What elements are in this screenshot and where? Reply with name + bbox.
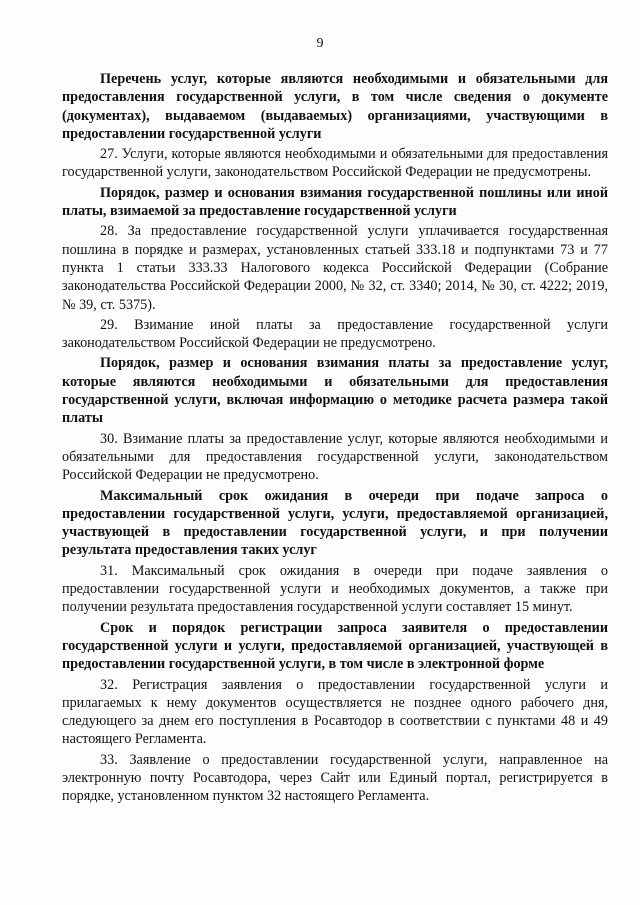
paragraph-28: 28. За предоставление государственной услуги уплачивается государственная пошлина в порядке и размерах, установленных статьей 333.18 и подпунктами 73 и 77 пункта 1 статьи 333.33 Налогового кодекса Российской Федерации (Собрание законодательства Российской Федерации 2000, № 32, ст. 3340; 2014, № 30, ст. 4222; 2019, № 39, ст. 5375). (62, 223, 608, 313)
section-heading-state-fee: Порядок, размер и основания взимания государственной пошлины или иной платы, взимаемой за предоставление государственной услуги (62, 184, 608, 220)
paragraph-32: 32. Регистрация заявления о предоставлении государственной услуги и прилагаемых к нему документов осуществляется не позднее одного рабочего дня, следующего за днем его поступления в Росавтодор в соответствии с пунктами 48 и 49 настоящего Регламента. (62, 676, 608, 748)
section-heading-queue-time: Максимальный срок ожидания в очереди при подаче запроса о предоставлении государственной услуги, услуги, предоставляемой организацией, участвующей в предоставлении государственной услуги, и при получении результата предоставления таких услуг (62, 487, 608, 559)
section-heading-registration: Срок и порядок регистрации запроса заявителя о предоставлении государственной услуги и услуги, предоставляемой организацией, участвующей в предоставлении государственной услуги, в том числе в электронной форме (62, 619, 608, 673)
paragraph-30: 30. Взимание платы за предоставление услуг, которые являются необходимыми и обязательными для предоставления государственной услуги, законодательством Российской Федерации не предусмотрено. (62, 430, 608, 484)
section-heading-services-list: Перечень услуг, которые являются необходимыми и обязательными для предоставления государственной услуги, в том числе сведения о документе (документах), выдаваемом (выдаваемых) организациями, участвующими в предоставлении государственной услуги (62, 71, 608, 142)
paragraph-27: 27. Услуги, которые являются необходимыми и обязательными для предоставления государственной услуги, законодательством Российской Федерации не предусмотрены. (62, 146, 608, 181)
section-heading-service-fee: Порядок, размер и основания взимания платы за предоставление услуг, которые являются необходимыми и обязательными для предоставления государственной услуги, включая информацию о методике расчета размера такой платы (62, 355, 608, 427)
paragraph-31: 31. Максимальный срок ожидания в очереди при подаче заявления о предоставлении государственной услуги и необходимых документов, а также при получении результата предоставления государственной услуги составляет 15 минут. (62, 562, 608, 616)
page-number: 9 (316, 36, 324, 51)
paragraph-33: 33. Заявление о предоставлении государственной услуги, направленное на электронную почту Росавтодора, через Сайт или Единый портал, регистрируется в порядке, установленном пунктом 32 настоящего Регламента. (62, 751, 608, 805)
paragraph-29: 29. Взимание иной платы за предоставление государственной услуги законодательством Российской Федерации не предусмотрено. (62, 316, 608, 352)
document-body (62, 70, 608, 808)
